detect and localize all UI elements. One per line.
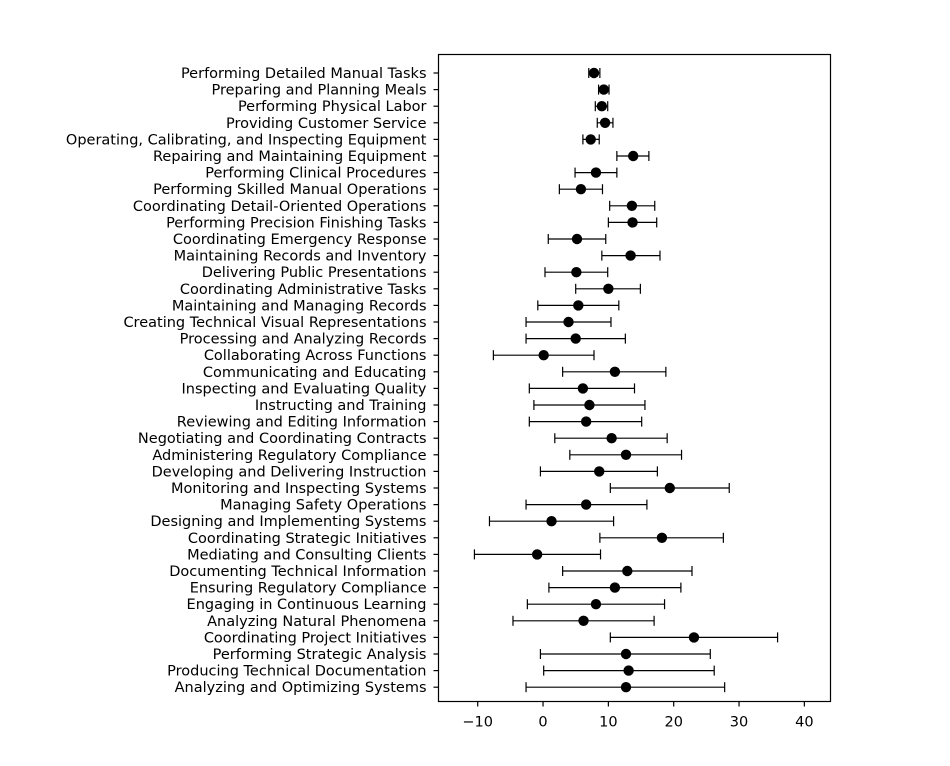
- category-label: Coordinating Strategic Initiatives: [187, 530, 427, 547]
- errorbar-group: [526, 682, 725, 692]
- errorbar-group: [610, 483, 729, 493]
- data-point: [578, 616, 588, 626]
- data-point: [621, 649, 631, 659]
- data-point: [599, 84, 609, 94]
- data-point: [571, 333, 581, 343]
- data-point: [665, 483, 675, 493]
- data-point: [563, 317, 573, 327]
- category-label: Communicating and Educating: [202, 364, 427, 381]
- category-label: Repairing and Maintaining Equipment: [153, 149, 427, 165]
- errorbar-group: [608, 217, 656, 227]
- category-label: Maintaining and Managing Records: [171, 298, 427, 315]
- category-label: Documenting Technical Information: [169, 564, 427, 580]
- errorbar-group: [589, 68, 600, 78]
- data-point: [578, 383, 588, 393]
- category-label: Designing and Implementing Systems: [150, 514, 427, 531]
- data-point: [625, 250, 635, 260]
- category-label: Instructing and Training: [254, 398, 427, 414]
- x-tick-label: 0: [538, 714, 548, 731]
- errorbar-group: [599, 84, 609, 94]
- x-tick-label: −10: [462, 714, 494, 731]
- errorbar-group: [545, 267, 608, 277]
- errorbar-group: [526, 333, 625, 343]
- data-point: [623, 665, 633, 675]
- category-label: Mediating and Consulting Clients: [187, 547, 427, 564]
- errorbar-group: [526, 499, 647, 509]
- category-label: Analyzing Natural Phenomena: [207, 613, 427, 630]
- data-point: [628, 151, 638, 161]
- category-label: Performing Clinical Procedures: [205, 165, 427, 182]
- category-label: Inspecting and Evaluating Quality: [181, 381, 427, 398]
- errorbar-group: [555, 433, 667, 443]
- category-label: Ensuring Regulatory Compliance: [189, 580, 427, 597]
- category-label: Performing Precision Finishing Tasks: [166, 215, 427, 232]
- category-label: Monitoring and Inspecting Systems: [171, 481, 427, 497]
- x-tick-label: 20: [664, 714, 683, 731]
- errorbar-group: [595, 101, 607, 111]
- data-point: [573, 300, 583, 310]
- category-label: Collaborating Across Functions: [203, 348, 427, 365]
- category-label: Coordinating Emergency Response: [172, 232, 427, 248]
- data-point: [571, 267, 581, 277]
- data-marks: [474, 68, 777, 693]
- category-label: Operating, Calibrating, and Inspecting Equipment: [65, 132, 427, 149]
- data-point: [597, 101, 607, 111]
- errorbar-group: [493, 350, 594, 360]
- category-label: Performing Detailed Manual Tasks: [180, 66, 427, 82]
- data-point: [600, 118, 610, 128]
- errorbar-group: [534, 400, 645, 410]
- data-point: [627, 217, 637, 227]
- category-label: Analyzing and Optimizing Systems: [174, 680, 427, 697]
- errorbar-group: [617, 151, 649, 161]
- errorbar-group: [489, 516, 613, 526]
- data-point: [581, 416, 591, 426]
- errorbar-group: [548, 234, 605, 244]
- errorbar-group: [610, 201, 655, 211]
- errorbar-group: [575, 167, 617, 177]
- category-label: Developing and Delivering Instruction: [151, 464, 427, 481]
- data-point: [622, 566, 632, 576]
- category-label: Delivering Public Presentations: [201, 265, 427, 282]
- data-point: [610, 582, 620, 592]
- category-label: Coordinating Detail-Oriented Operations: [132, 198, 427, 215]
- data-point: [576, 184, 586, 194]
- x-tick-label: 40: [795, 714, 814, 731]
- errorbar-group: [544, 665, 715, 675]
- y-axis: [66, 66, 439, 696]
- category-label: Performing Physical Labor: [237, 99, 427, 116]
- category-label: Engaging in Continuous Learning: [186, 597, 427, 614]
- data-point: [657, 533, 667, 543]
- errorbar-group: [540, 466, 657, 476]
- category-label: Coordinating Administrative Tasks: [179, 281, 427, 298]
- errorbar-group: [529, 416, 641, 426]
- data-point: [627, 201, 637, 211]
- errorbar-group: [563, 367, 666, 377]
- x-axis: [462, 702, 813, 731]
- x-tick-label: 10: [599, 714, 618, 731]
- category-label: Creating Technical Visual Representations: [123, 315, 427, 331]
- data-point: [584, 400, 594, 410]
- category-label: Administering Regulatory Compliance: [152, 447, 427, 464]
- errorbar-group: [538, 300, 619, 310]
- errorbar-group: [600, 533, 723, 543]
- data-point: [621, 450, 631, 460]
- category-label: Performing Strategic Analysis: [212, 647, 427, 663]
- data-point: [591, 599, 601, 609]
- data-point: [532, 549, 542, 559]
- data-point: [538, 350, 548, 360]
- errorbar-group: [610, 632, 777, 642]
- errorbar-group: [513, 616, 654, 626]
- errorbar-group: [540, 649, 710, 659]
- category-label: Managing Safety Operations: [220, 497, 427, 514]
- errorbar-group: [529, 383, 634, 393]
- data-point: [589, 68, 599, 78]
- data-point: [591, 167, 601, 177]
- category-label: Performing Skilled Manual Operations: [153, 182, 427, 199]
- data-point: [572, 234, 582, 244]
- x-tick-label: 30: [729, 714, 749, 731]
- errorbar-group: [474, 549, 600, 559]
- category-label: Providing Customer Service: [226, 115, 427, 132]
- data-point: [621, 682, 631, 692]
- category-label: Preparing and Planning Meals: [211, 82, 427, 99]
- data-point: [594, 466, 604, 476]
- errorbar-group: [549, 582, 681, 592]
- errorbar-group: [563, 566, 692, 576]
- errorbar-group: [570, 450, 682, 460]
- errorbar-group: [597, 118, 613, 128]
- data-point: [689, 632, 699, 642]
- errorbar-group: [602, 250, 660, 260]
- data-point: [603, 284, 613, 294]
- errorbar-group: [576, 284, 641, 294]
- errorbar-group: [559, 184, 602, 194]
- errorbar-group: [527, 599, 664, 609]
- errorbar-group: [583, 134, 599, 144]
- category-label: Processing and Analyzing Records: [179, 331, 427, 348]
- data-point: [586, 134, 596, 144]
- category-label: Reviewing and Editing Information: [176, 414, 427, 431]
- data-point: [581, 499, 591, 509]
- data-point: [610, 367, 620, 377]
- errorbar-group: [526, 317, 611, 327]
- data-point: [606, 433, 616, 443]
- category-label: Coordinating Project Initiatives: [203, 630, 427, 647]
- data-point: [546, 516, 556, 526]
- category-label: Negotiating and Coordinating Contracts: [137, 431, 427, 448]
- category-label: Producing Technical Documentation: [167, 663, 427, 680]
- category-label: Maintaining Records and Inventory: [173, 248, 427, 265]
